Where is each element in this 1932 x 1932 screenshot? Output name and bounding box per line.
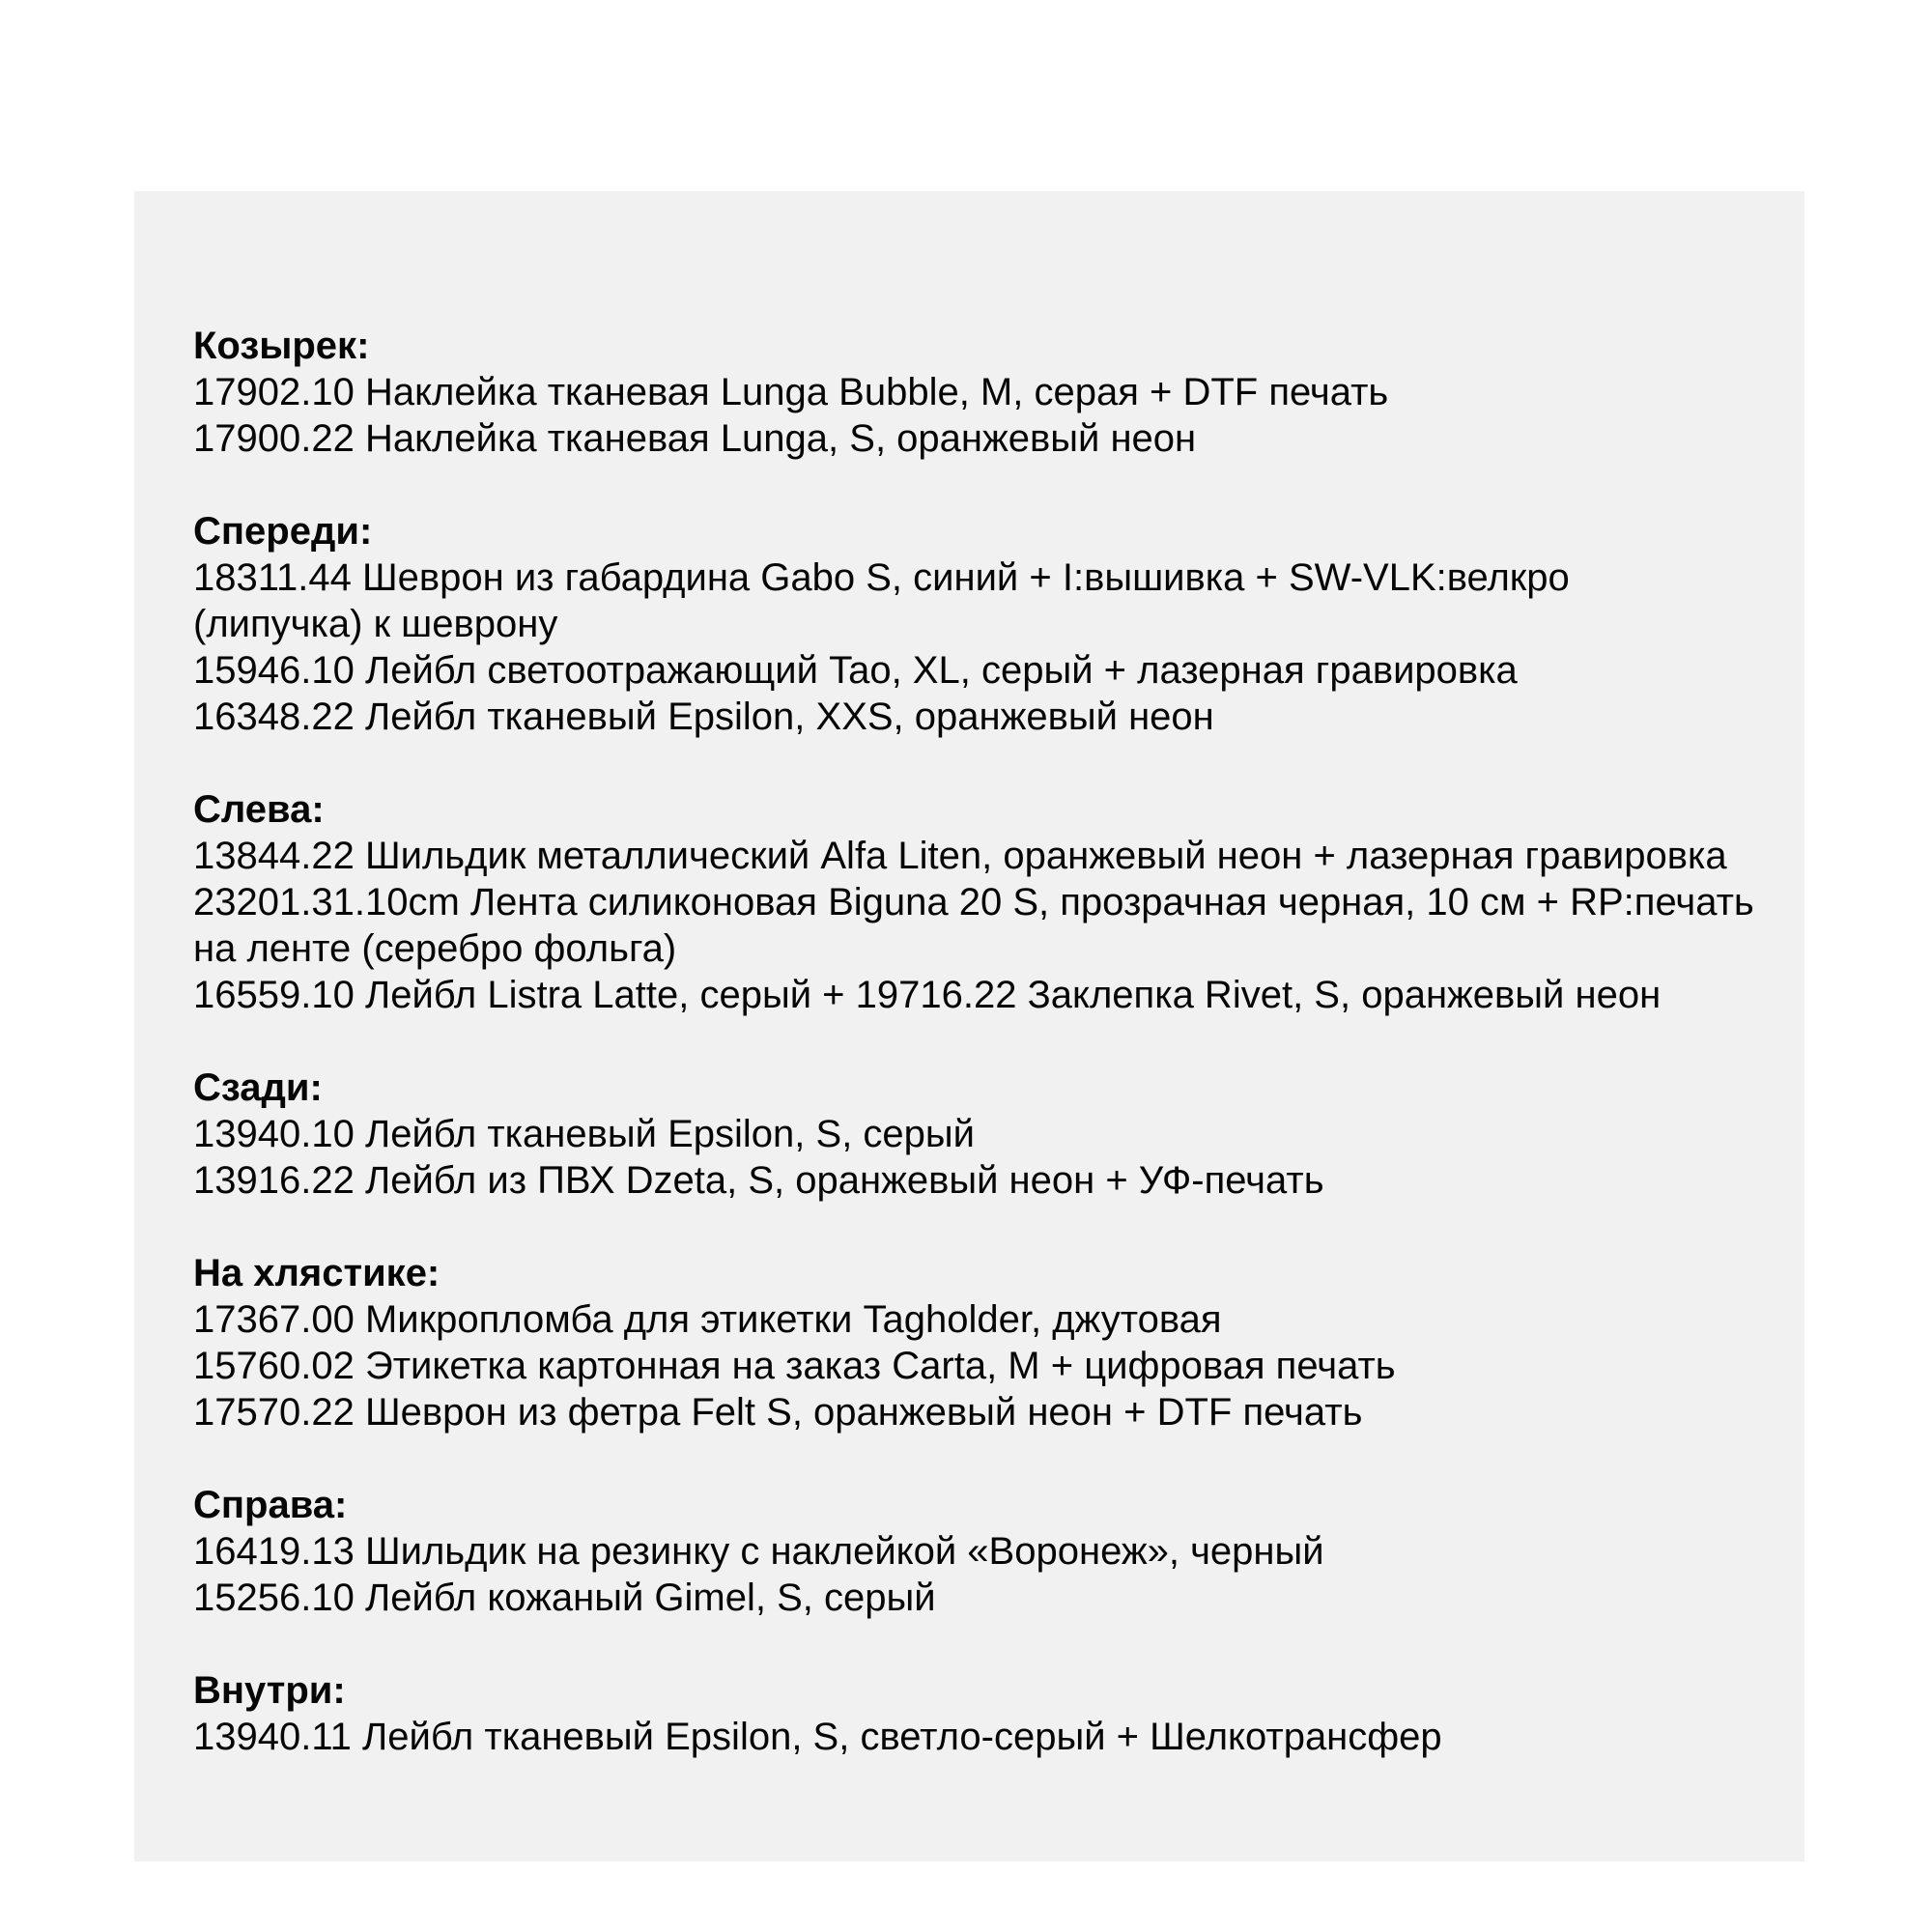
section-line: 13916.22 Лейбл из ПВХ Dzeta, S, оранжевый неон + УФ-печать (193, 1159, 1324, 1202)
sections-container (193, 323, 1766, 1760)
section-line: 17902.10 Наклейка тканевая Lunga Bubble, M, серая + DTF печать (193, 371, 1389, 413)
section-line: 23201.31.10cm Лента силиконовая Biguna 20 S, прозрачная черная, 10 см + RP:печать (193, 881, 1754, 923)
section-line: 16419.13 Шильдик на резинку с наклейкой «Воронеж», черный (193, 1530, 1324, 1573)
section-line: 18311.44 Шеврон из габардина Gabo S, синий + I:вышивка + SW-VLK:велкро (193, 556, 1570, 599)
section-title: Козырек: (193, 325, 370, 367)
section-line: 13940.11 Лейбл тканевый Epsilon, S, светло-серый + Шелкотрансфер (193, 1716, 1442, 1758)
section-line: 15760.02 Этикетка картонная на заказ Carta, M + цифровая печать (193, 1345, 1396, 1387)
section (193, 786, 1766, 1018)
section-title: Внутри: (193, 1669, 346, 1712)
section (193, 1482, 1766, 1621)
section-title: Справа: (193, 1484, 348, 1526)
section-line: 15256.10 Лейбл кожаный Gimel, S, серый (193, 1577, 936, 1619)
document-sheet (134, 191, 1804, 1861)
section-line: 17900.22 Наклейка тканевая Lunga, S, оранжевый неон (193, 417, 1197, 460)
section-line: 15946.10 Лейбл светоотражающий Tao, XL, серый + лазерная гравировка (193, 649, 1518, 692)
section-line: 16348.22 Лейбл тканевый Epsilon, XXS, оранжевый неон (193, 696, 1214, 738)
section-title: Сзади: (193, 1066, 323, 1109)
section-title: На хлястике: (193, 1252, 440, 1294)
section (193, 508, 1766, 740)
section-title: Слева: (193, 788, 325, 831)
section-title: Спереди: (193, 510, 373, 553)
section-line: 17570.22 Шеврон из фетра Felt S, оранжевый неон + DTF печать (193, 1391, 1363, 1434)
section (193, 1250, 1766, 1435)
section-line: 13940.10 Лейбл тканевый Epsilon, S, серый (193, 1113, 976, 1155)
section (193, 323, 1766, 462)
section-line: (липучка) к шеврону (193, 603, 558, 645)
section (193, 1667, 1766, 1760)
section-line: 16559.10 Лейбл Listra Latte, серый + 19716.22 Заклепка Rivet, S, оранжевый неон (193, 974, 1662, 1016)
section-line: 17367.00 Микропломба для этикетки Tagholder, джутовая (193, 1298, 1222, 1341)
section-line: 13844.22 Шильдик металлический Alfa Liten, оранжевый неон + лазерная гравировка (193, 835, 1727, 877)
section-line: на ленте (серебро фольга) (193, 927, 677, 970)
section (193, 1065, 1766, 1204)
